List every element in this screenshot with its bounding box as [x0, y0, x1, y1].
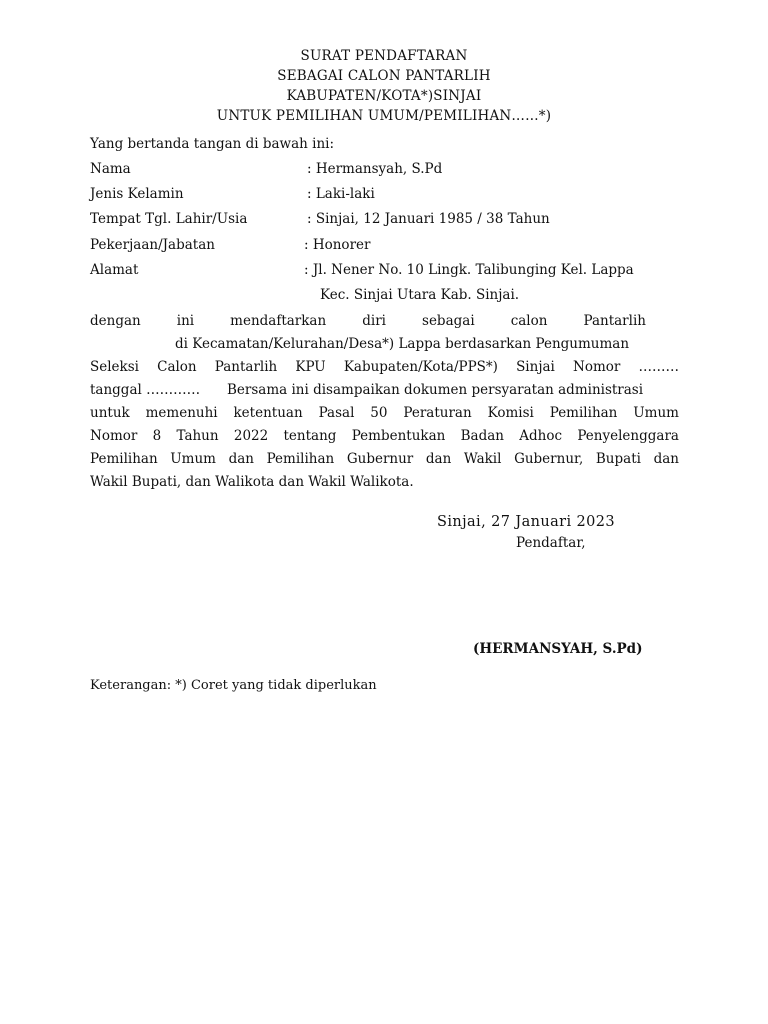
jenis-kelamin-label: Jenis Kelamin: [90, 186, 184, 202]
body-line-5: [90, 405, 679, 421]
body-line-6: [90, 428, 679, 444]
nama-label: Nama: [90, 161, 131, 177]
word: ini: [176, 313, 195, 329]
word: dan: [228, 451, 254, 467]
word: dan: [653, 451, 679, 467]
word: calon: [510, 313, 548, 329]
word: ketentuan: [233, 405, 303, 421]
word: Pemilihan: [90, 451, 158, 467]
jenis-kelamin-value: : Laki-laki: [307, 186, 375, 202]
word: Kabupaten/Kota/PPS*): [343, 359, 498, 375]
body-line-7: [90, 451, 679, 467]
word: Umum: [633, 405, 679, 421]
alamat-value-line-1: : Jl. Nener No. 10 Lingk. Talibunging Kel. Lappa: [304, 262, 634, 278]
footnote: Keterangan: *) Coret yang tidak diperlukan: [90, 678, 377, 693]
word: Pembentukan: [351, 428, 446, 444]
word: diri: [362, 313, 386, 329]
word: Komisi: [487, 405, 534, 421]
word: Badan: [460, 428, 504, 444]
word: Tahun: [176, 428, 219, 444]
word: Pantarlih: [214, 359, 278, 375]
word: memenuhi: [145, 405, 218, 421]
body-line-2: di Kecamatan/Kelurahan/Desa*) Lappa berdasarkan Pengumuman: [175, 336, 630, 352]
word: untuk: [90, 405, 130, 421]
body-line-4b: Bersama ini disampaikan dokumen persyaratan administrasi: [227, 382, 644, 398]
body-line-8: Wakil Bupati, dan Walikota dan Wakil Walikota.: [90, 474, 414, 490]
signature-role: Pendaftar,: [516, 535, 586, 551]
word: Nomor: [573, 359, 621, 375]
pekerjaan-value: : Honorer: [304, 237, 371, 253]
word: Gubernur: [346, 451, 414, 467]
word: Adhoc: [519, 428, 563, 444]
word: mendaftarkan: [230, 313, 327, 329]
body-line-1: [90, 313, 646, 329]
word: ………: [638, 359, 679, 375]
word: Bupati: [595, 451, 641, 467]
word: Pemilihan: [266, 451, 335, 467]
word: Wakil: [463, 451, 502, 467]
word: tentang: [283, 428, 337, 444]
word: dan: [425, 451, 452, 467]
alamat-label: Alamat: [90, 262, 139, 278]
alamat-value-line-2: Kec. Sinjai Utara Kab. Sinjai.: [320, 287, 520, 303]
signature-place-date: Sinjai, 27 Januari 2023: [437, 514, 616, 530]
word: sebagai: [422, 313, 475, 329]
word: Pantarlih: [583, 313, 646, 329]
word: Peraturan: [403, 405, 472, 421]
word: Calon: [157, 359, 197, 375]
word: Umum: [170, 451, 216, 467]
document-title: [0, 46, 768, 126]
intro-text: Yang bertanda tangan di bawah ini:: [90, 136, 335, 152]
word: Nomor: [90, 428, 138, 444]
word: Seleksi: [90, 359, 139, 375]
pekerjaan-label: Pekerjaan/Jabatan: [90, 237, 215, 253]
word: 2022: [233, 428, 269, 444]
word: Gubernur,: [514, 451, 584, 467]
word: 8: [152, 428, 162, 444]
signature-name: (HERMANSYAH, S.Pd): [473, 641, 643, 657]
word: Pemilihan: [549, 405, 618, 421]
ttl-value: : Sinjai, 12 Januari 1985 / 38 Tahun: [307, 211, 550, 227]
nama-value: : Hermansyah, S.Pd: [307, 161, 443, 177]
title-line-2: SEBAGAI CALON PANTARLIH: [277, 68, 491, 84]
word: dengan: [90, 313, 141, 329]
title-line-3: KABUPATEN/KOTA*)SINJAI: [286, 88, 482, 104]
word: KPU: [295, 359, 326, 375]
word: Pasal: [318, 405, 355, 421]
title-line-4: UNTUK PEMILIHAN UMUM/PEMILIHAN……*): [216, 108, 552, 124]
word: Sinjai: [516, 359, 555, 375]
word: Penyelenggara: [577, 428, 679, 444]
body-line-4a: tanggal …………: [90, 382, 201, 398]
word: 50: [370, 405, 388, 421]
ttl-label: Tempat Tgl. Lahir/Usia: [90, 211, 248, 227]
title-line-1: SURAT PENDAFTARAN: [300, 48, 468, 64]
body-line-3: [90, 359, 679, 375]
